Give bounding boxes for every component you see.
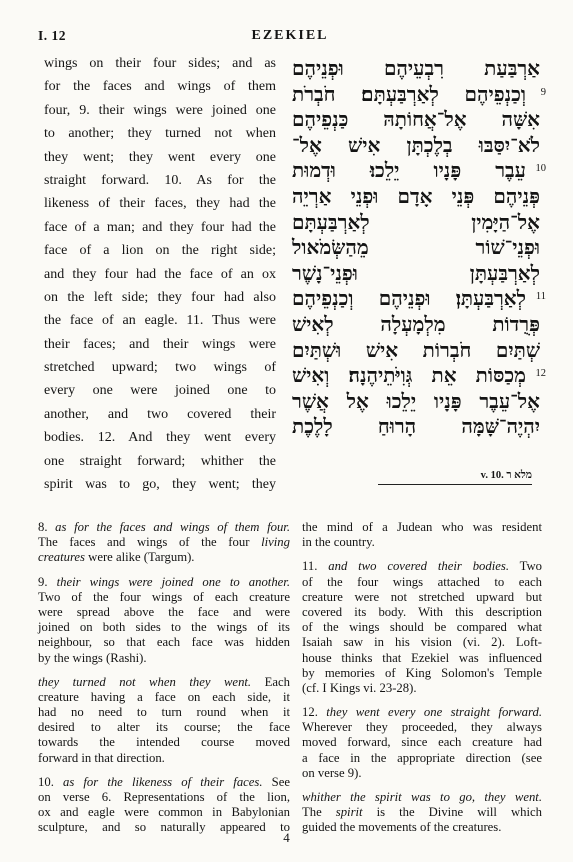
commentary-text: the mind of a Judean who was resident [302, 520, 542, 534]
commentary-text: of the four wings attached to each [302, 574, 542, 589]
hebrew-line-text: וְכַנְפֵיהֶם לְאַרְבַּעְתָּם׃ חֹבְרֹת [292, 81, 526, 106]
commentary-text: forward in that direction. [38, 750, 165, 765]
commentary-line [302, 705, 542, 720]
english-line: face of a lion on the right side; [44, 243, 276, 259]
lemma-text: their wings were joined one to another. [56, 574, 291, 589]
lemma-text: creatures [38, 550, 85, 565]
commentary-text: house thinks that Ezekiel was influenced [302, 650, 542, 665]
commentary-text: Each [251, 674, 290, 689]
commentary-text: creature were not stretched upward but [302, 589, 542, 604]
lemma-text: as for the faces and wings of them four. [55, 520, 290, 534]
commentary-text: Two [509, 559, 542, 574]
commentary-line [38, 720, 290, 735]
english-line: and they four had the face of an ox [44, 266, 276, 282]
commentary-text: is the Divine will which [362, 805, 542, 820]
lemma-text: whither the spirit was to go, they went. [302, 790, 542, 804]
commentary-left-column [38, 520, 290, 845]
commentary-line [302, 635, 542, 650]
commentary-text: Isaiah saw in his vision (vi. 2). Loft- [302, 635, 542, 650]
commentary-text: 8. [38, 520, 56, 534]
commentary-line [38, 775, 290, 790]
verse-number: 11 [535, 291, 546, 303]
english-line: bodies. 12. And they went every [44, 430, 276, 446]
verse-number: 10 [535, 163, 546, 175]
commentary-line [302, 620, 542, 635]
commentary-line [38, 575, 290, 590]
verse-number: 9 [540, 86, 546, 98]
hebrew-line [292, 363, 546, 389]
commentary-line [302, 559, 542, 574]
hebrew-line-text: מְכַסּוֹת אֵת גְּוִיֹּתֵיהֶנָה׃ וְאִישׁ [292, 363, 526, 388]
hebrew-line [292, 338, 540, 364]
hebrew-line-text: אִשָּׁה אֶל־אֲחוֹתָהּ כַּנְפֵיהֶם [292, 107, 540, 132]
commentary-line [302, 766, 542, 781]
english-line: wings on their four sides; and as [44, 56, 276, 71]
english-line: another, and two covered their [44, 406, 276, 422]
commentary-text: 12. [302, 705, 327, 720]
hebrew-line [292, 107, 540, 133]
lemma-text: they turned not when they went. [38, 674, 252, 689]
english-line: one straight forward; whither the [44, 453, 276, 469]
hebrew-line [292, 81, 546, 108]
english-line: their faces; and their wings were [44, 336, 276, 352]
hebrew-line-text: פְּנֵיהֶם פְּנֵי אָדָם וּפְנֵי אַרְיֵה [292, 183, 540, 208]
lemma-text: spirit [335, 805, 363, 820]
hebrew-line-text: לְאַרְבַּעְתָּן וּפְנֵי־נָשֶׁר [292, 260, 540, 285]
commentary-note [38, 520, 290, 566]
commentary-text: The faces and wings of the four [38, 535, 262, 550]
commentary-text: were alike (Targum). [84, 550, 195, 565]
lemma-text: living [261, 535, 290, 550]
commentary-text: by memories of King Solomon's Temple [302, 665, 542, 680]
commentary-text: desired to alter its course; the face [38, 720, 290, 735]
commentary-text: See [262, 774, 290, 789]
hebrew-textual-note: v. 10. מלא ר [480, 470, 532, 481]
commentary-text: in the country. [302, 535, 375, 550]
commentary-line [38, 675, 290, 690]
commentary-text: joined on both sides to the wings of its [38, 620, 290, 635]
commentary-text: guided the movements of the creatures. [302, 820, 502, 835]
commentary-line [38, 790, 290, 805]
hebrew-line-text: לְאַרְבַּעְתָּן׃ וּפְנֵיהֶם וְכַנְפֵיהֶם [292, 286, 526, 311]
commentary-line [302, 666, 542, 681]
commentary-line [302, 805, 542, 820]
hebrew-line [292, 235, 540, 261]
hebrew-line-text: פְּרֻדוֹת מִלְמָעְלָה לְאִישׁ [292, 311, 540, 336]
book-title: EZEKIEL [251, 28, 329, 43]
commentary-text: Two of the four wings of each creature [38, 589, 290, 604]
english-line: face of a man; and they four had the [44, 219, 276, 235]
commentary-line [38, 550, 290, 565]
hebrew-line-text: לֹא־יִסַּבּוּ בְלֶכְתָּן אִישׁ אֶל־ [292, 132, 540, 157]
hebrew-line-text: אֶל־הַיָּמִין לְאַרְבַּעְתָּם [292, 209, 540, 234]
commentary-line [302, 590, 542, 605]
lemma-text: they went every one straight forward. [326, 705, 543, 720]
commentary-line [302, 575, 542, 590]
commentary-line [302, 651, 542, 666]
hebrew-line [292, 184, 540, 210]
english-line: on the left side; they four had also [44, 289, 276, 305]
commentary-text: 9. [38, 574, 57, 589]
english-line: for the faces and wings of them [44, 79, 276, 95]
commentary-text: neighbour, so that each face was hidden [38, 635, 290, 650]
commentary-line [302, 535, 542, 550]
hebrew-line [292, 286, 546, 312]
commentary-text: covered its body. With this description [302, 604, 542, 619]
commentary-text: moved forward, since each creature had [302, 735, 542, 750]
english-line: stretched upward; two wings of [44, 360, 276, 376]
page-number: 4 [283, 830, 290, 845]
english-line: the face of an eagle. 11. Thus were [44, 313, 276, 329]
hebrew-line [292, 261, 540, 287]
commentary-line [38, 805, 290, 820]
commentary-line [302, 735, 542, 750]
hebrew-text-column [292, 56, 546, 440]
commentary-text: ox and eagle were common in Babylonian [38, 805, 290, 820]
commentary-line [302, 605, 542, 620]
commentary-text: creature having a face on each side, it [38, 689, 290, 704]
commentary-line [38, 735, 290, 750]
hebrew-line [292, 158, 546, 184]
commentary-text: a face in the appropriate direction (see [302, 750, 542, 765]
commentary-text: were spread above the face and were [38, 604, 290, 619]
commentary-text: (cf. I Kings vi. 23-28). [302, 680, 417, 695]
commentary-note [302, 559, 542, 696]
hebrew-line [292, 389, 540, 415]
commentary-line [302, 751, 542, 766]
commentary-line [302, 720, 542, 735]
commentary-note [302, 520, 542, 550]
commentary-line [38, 535, 290, 550]
commentary-line [302, 790, 542, 805]
hebrew-line [292, 210, 540, 236]
english-line: straight forward. 10. As for the [44, 172, 276, 188]
commentary-line [38, 590, 290, 605]
commentary-text: Wherever they proceeded, they always [302, 720, 542, 735]
english-line: to another; they turned not when [44, 126, 276, 142]
english-translation-column [44, 52, 276, 496]
english-line: every one were joined one to [44, 383, 276, 399]
hebrew-line-text: אֶל־עֵבֶר פָּנָיו יֵלֵכוּ אֶל אֲשֶׁר [292, 388, 540, 413]
commentary-text: had no need to turn round when it [38, 705, 290, 720]
lemma-text: as for the likeness of their faces. [62, 774, 263, 789]
hebrew-line-text: וּפְנֵי־שׁוֹר מֵהַשְּׂמֹאול [292, 235, 540, 260]
english-line: they went; they went every one [44, 149, 276, 165]
note-rule [378, 484, 532, 485]
commentary-text: 10. [38, 774, 63, 789]
hebrew-line [292, 312, 540, 338]
english-line: likeness of their faces, they had the [44, 196, 276, 212]
commentary-line [302, 520, 542, 535]
hebrew-line-text: שְׁתַּיִם חֹבְרוֹת אִישׁ וּשְׁתַּיִם [292, 337, 540, 362]
hebrew-line-text: עֵבֶר פָּנָיו יֵלֵכוּ׃ וּדְמוּת [292, 158, 526, 183]
commentary-line [38, 620, 290, 635]
english-line: spirit was to go, they went; they [44, 477, 276, 493]
commentary-line [38, 605, 290, 620]
commentary-text: The [302, 805, 336, 820]
commentary-line [38, 705, 290, 720]
commentary-line [38, 635, 290, 650]
hebrew-line-text: אַרְבַּעַת רִבְעֵיהֶם וּפְנֵיהֶם [292, 56, 540, 80]
commentary-text: of the wings should be compared what [302, 620, 542, 635]
running-header [38, 28, 542, 48]
commentary-text: 11. [302, 559, 329, 574]
commentary-note [38, 575, 290, 666]
commentary-text: towards the intended course moved [38, 735, 290, 750]
hebrew-line [292, 133, 540, 159]
chapter-verse-ref: I. 12 [38, 28, 67, 43]
commentary-text: on verse 9). [302, 765, 362, 780]
commentary-line [38, 520, 290, 535]
commentary-line [38, 690, 290, 705]
commentary-text: sculpture, and so naturally appeared to [38, 820, 290, 835]
commentary-text: by the wings (Rashi). [38, 650, 147, 665]
commentary-note [38, 675, 290, 766]
hebrew-line [292, 56, 540, 82]
verse-number: 12 [535, 368, 546, 380]
hebrew-line-text: יִהְיֶה־שָּׁמָּה הָרוּחַ לָלֶכֶת [292, 414, 540, 439]
commentary-line [38, 751, 290, 766]
commentary-text: on verse 6. Representations of the lion, [38, 790, 290, 804]
commentary-line [38, 651, 290, 666]
commentary-note [302, 790, 542, 836]
hebrew-line [292, 414, 540, 440]
commentary-line [302, 681, 542, 696]
commentary-note [302, 705, 542, 781]
lemma-text: and two covered their bodies. [328, 559, 509, 574]
commentary-note [38, 775, 290, 836]
english-line: four, 9. their wings were joined one [44, 102, 276, 118]
commentary-right-column [302, 520, 542, 845]
